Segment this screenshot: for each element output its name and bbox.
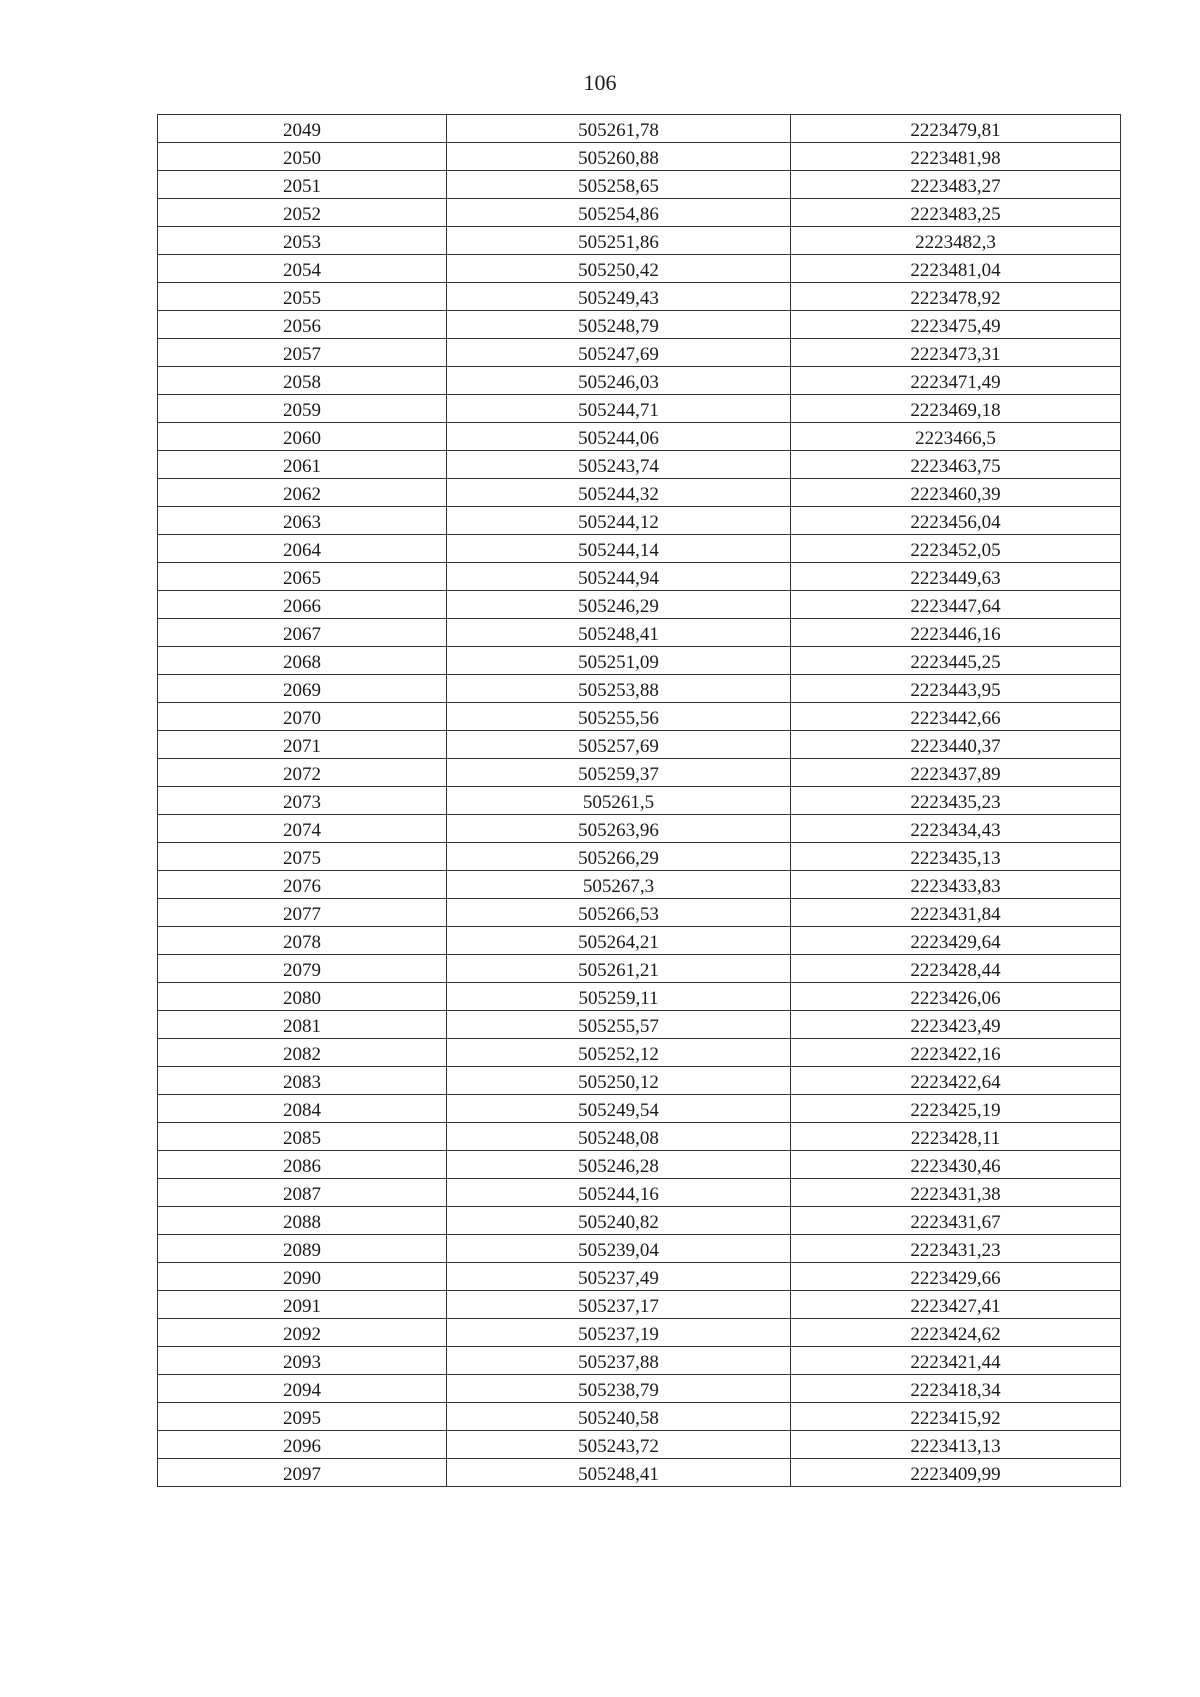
table-row [158, 787, 1121, 815]
y-coordinate-cell: 2223460,39 [791, 479, 1121, 507]
point-number-cell: 2085 [158, 1123, 447, 1151]
y-coordinate-cell: 2223435,23 [791, 787, 1121, 815]
table-row [158, 899, 1121, 927]
y-coordinate-cell: 2223449,63 [791, 563, 1121, 591]
y-coordinate-cell: 2223425,19 [791, 1095, 1121, 1123]
y-coordinate-cell: 2223471,49 [791, 367, 1121, 395]
point-number-cell: 2056 [158, 311, 447, 339]
table-row [158, 591, 1121, 619]
table-row [158, 535, 1121, 563]
point-number-cell: 2079 [158, 955, 447, 983]
point-number-cell: 2092 [158, 1319, 447, 1347]
point-number-cell: 2080 [158, 983, 447, 1011]
y-coordinate-cell: 2223423,49 [791, 1011, 1121, 1039]
y-coordinate-cell: 2223456,04 [791, 507, 1121, 535]
x-coordinate-cell: 505237,17 [447, 1291, 791, 1319]
point-number-cell: 2095 [158, 1403, 447, 1431]
table-row [158, 871, 1121, 899]
y-coordinate-cell: 2223482,3 [791, 227, 1121, 255]
x-coordinate-cell: 505250,42 [447, 255, 791, 283]
x-coordinate-cell: 505248,41 [447, 619, 791, 647]
y-coordinate-cell: 2223483,27 [791, 171, 1121, 199]
point-number-cell: 2087 [158, 1179, 447, 1207]
x-coordinate-cell: 505244,14 [447, 535, 791, 563]
point-number-cell: 2070 [158, 703, 447, 731]
y-coordinate-cell: 2223421,44 [791, 1347, 1121, 1375]
table-row [158, 619, 1121, 647]
table-row [158, 1039, 1121, 1067]
x-coordinate-cell: 505249,54 [447, 1095, 791, 1123]
table-row [158, 395, 1121, 423]
table-row [158, 255, 1121, 283]
point-number-cell: 2058 [158, 367, 447, 395]
x-coordinate-cell: 505244,06 [447, 423, 791, 451]
y-coordinate-cell: 2223422,16 [791, 1039, 1121, 1067]
x-coordinate-cell: 505267,3 [447, 871, 791, 899]
x-coordinate-cell: 505266,53 [447, 899, 791, 927]
y-coordinate-cell: 2223415,92 [791, 1403, 1121, 1431]
point-number-cell: 2076 [158, 871, 447, 899]
y-coordinate-cell: 2223409,99 [791, 1459, 1121, 1487]
page-number: 106 [583, 70, 617, 95]
y-coordinate-cell: 2223429,64 [791, 927, 1121, 955]
x-coordinate-cell: 505246,03 [447, 367, 791, 395]
point-number-cell: 2059 [158, 395, 447, 423]
table-row [158, 1179, 1121, 1207]
y-coordinate-cell: 2223431,84 [791, 899, 1121, 927]
table-row [158, 311, 1121, 339]
x-coordinate-cell: 505255,56 [447, 703, 791, 731]
point-number-cell: 2049 [158, 115, 447, 143]
y-coordinate-cell: 2223481,98 [791, 143, 1121, 171]
table-row [158, 843, 1121, 871]
table-row [158, 451, 1121, 479]
point-number-cell: 2077 [158, 899, 447, 927]
table-row [158, 955, 1121, 983]
point-number-cell: 2071 [158, 731, 447, 759]
x-coordinate-cell: 505261,78 [447, 115, 791, 143]
x-coordinate-cell: 505260,88 [447, 143, 791, 171]
y-coordinate-cell: 2223437,89 [791, 759, 1121, 787]
y-coordinate-cell: 2223431,23 [791, 1235, 1121, 1263]
y-coordinate-cell: 2223442,66 [791, 703, 1121, 731]
coordinates-table [157, 114, 1121, 1487]
y-coordinate-cell: 2223447,64 [791, 591, 1121, 619]
point-number-cell: 2083 [158, 1067, 447, 1095]
x-coordinate-cell: 505261,5 [447, 787, 791, 815]
table-row [158, 1319, 1121, 1347]
point-number-cell: 2061 [158, 451, 447, 479]
table-row [158, 1207, 1121, 1235]
table-row [158, 1291, 1121, 1319]
y-coordinate-cell: 2223483,25 [791, 199, 1121, 227]
x-coordinate-cell: 505240,58 [447, 1403, 791, 1431]
table-row [158, 1235, 1121, 1263]
y-coordinate-cell: 2223426,06 [791, 983, 1121, 1011]
y-coordinate-cell: 2223427,41 [791, 1291, 1121, 1319]
y-coordinate-cell: 2223434,43 [791, 815, 1121, 843]
y-coordinate-cell: 2223435,13 [791, 843, 1121, 871]
x-coordinate-cell: 505239,04 [447, 1235, 791, 1263]
table-row [158, 1011, 1121, 1039]
table-row [158, 675, 1121, 703]
y-coordinate-cell: 2223478,92 [791, 283, 1121, 311]
point-number-cell: 2081 [158, 1011, 447, 1039]
y-coordinate-cell: 2223443,95 [791, 675, 1121, 703]
table-row [158, 1403, 1121, 1431]
table-row [158, 1151, 1121, 1179]
x-coordinate-cell: 505248,41 [447, 1459, 791, 1487]
table-row [158, 143, 1121, 171]
y-coordinate-cell: 2223431,38 [791, 1179, 1121, 1207]
y-coordinate-cell: 2223469,18 [791, 395, 1121, 423]
table-row [158, 423, 1121, 451]
point-number-cell: 2088 [158, 1207, 447, 1235]
x-coordinate-cell: 505244,16 [447, 1179, 791, 1207]
y-coordinate-cell: 2223445,25 [791, 647, 1121, 675]
point-number-cell: 2052 [158, 199, 447, 227]
x-coordinate-cell: 505249,43 [447, 283, 791, 311]
point-number-cell: 2068 [158, 647, 447, 675]
table-row [158, 171, 1121, 199]
y-coordinate-cell: 2223452,05 [791, 535, 1121, 563]
point-number-cell: 2055 [158, 283, 447, 311]
point-number-cell: 2075 [158, 843, 447, 871]
point-number-cell: 2073 [158, 787, 447, 815]
point-number-cell: 2090 [158, 1263, 447, 1291]
table-row [158, 983, 1121, 1011]
table-row [158, 479, 1121, 507]
x-coordinate-cell: 505238,79 [447, 1375, 791, 1403]
coordinates-table-body [158, 115, 1121, 1487]
point-number-cell: 2089 [158, 1235, 447, 1263]
x-coordinate-cell: 505259,11 [447, 983, 791, 1011]
point-number-cell: 2065 [158, 563, 447, 591]
x-coordinate-cell: 505253,88 [447, 675, 791, 703]
x-coordinate-cell: 505248,08 [447, 1123, 791, 1151]
table-row [158, 1459, 1121, 1487]
x-coordinate-cell: 505247,69 [447, 339, 791, 367]
y-coordinate-cell: 2223473,31 [791, 339, 1121, 367]
x-coordinate-cell: 505266,29 [447, 843, 791, 871]
point-number-cell: 2066 [158, 591, 447, 619]
point-number-cell: 2082 [158, 1039, 447, 1067]
table-row [158, 199, 1121, 227]
table-row [158, 759, 1121, 787]
x-coordinate-cell: 505244,94 [447, 563, 791, 591]
y-coordinate-cell: 2223431,67 [791, 1207, 1121, 1235]
y-coordinate-cell: 2223481,04 [791, 255, 1121, 283]
x-coordinate-cell: 505244,32 [447, 479, 791, 507]
table-row [158, 283, 1121, 311]
x-coordinate-cell: 505248,79 [447, 311, 791, 339]
x-coordinate-cell: 505250,12 [447, 1067, 791, 1095]
point-number-cell: 2094 [158, 1375, 447, 1403]
x-coordinate-cell: 505244,12 [447, 507, 791, 535]
x-coordinate-cell: 505246,28 [447, 1151, 791, 1179]
x-coordinate-cell: 505255,57 [447, 1011, 791, 1039]
x-coordinate-cell: 505240,82 [447, 1207, 791, 1235]
x-coordinate-cell: 505257,69 [447, 731, 791, 759]
x-coordinate-cell: 505261,21 [447, 955, 791, 983]
y-coordinate-cell: 2223429,66 [791, 1263, 1121, 1291]
y-coordinate-cell: 2223422,64 [791, 1067, 1121, 1095]
point-number-cell: 2093 [158, 1347, 447, 1375]
point-number-cell: 2060 [158, 423, 447, 451]
x-coordinate-cell: 505258,65 [447, 171, 791, 199]
point-number-cell: 2078 [158, 927, 447, 955]
y-coordinate-cell: 2223446,16 [791, 619, 1121, 647]
x-coordinate-cell: 505254,86 [447, 199, 791, 227]
point-number-cell: 2067 [158, 619, 447, 647]
y-coordinate-cell: 2223433,83 [791, 871, 1121, 899]
y-coordinate-cell: 2223466,5 [791, 423, 1121, 451]
y-coordinate-cell: 2223479,81 [791, 115, 1121, 143]
point-number-cell: 2096 [158, 1431, 447, 1459]
table-row [158, 227, 1121, 255]
point-number-cell: 2050 [158, 143, 447, 171]
y-coordinate-cell: 2223413,13 [791, 1431, 1121, 1459]
point-number-cell: 2063 [158, 507, 447, 535]
point-number-cell: 2091 [158, 1291, 447, 1319]
table-row [158, 1347, 1121, 1375]
table-row [158, 1431, 1121, 1459]
x-coordinate-cell: 505263,96 [447, 815, 791, 843]
table-row [158, 647, 1121, 675]
y-coordinate-cell: 2223430,46 [791, 1151, 1121, 1179]
x-coordinate-cell: 505237,49 [447, 1263, 791, 1291]
y-coordinate-cell: 2223475,49 [791, 311, 1121, 339]
point-number-cell: 2086 [158, 1151, 447, 1179]
x-coordinate-cell: 505243,72 [447, 1431, 791, 1459]
x-coordinate-cell: 505251,09 [447, 647, 791, 675]
table-row [158, 1263, 1121, 1291]
table-row [158, 1123, 1121, 1151]
x-coordinate-cell: 505244,71 [447, 395, 791, 423]
y-coordinate-cell: 2223440,37 [791, 731, 1121, 759]
point-number-cell: 2072 [158, 759, 447, 787]
point-number-cell: 2057 [158, 339, 447, 367]
x-coordinate-cell: 505237,88 [447, 1347, 791, 1375]
x-coordinate-cell: 505237,19 [447, 1319, 791, 1347]
y-coordinate-cell: 2223424,62 [791, 1319, 1121, 1347]
table-row [158, 1067, 1121, 1095]
point-number-cell: 2051 [158, 171, 447, 199]
table-row [158, 703, 1121, 731]
point-number-cell: 2064 [158, 535, 447, 563]
table-row [158, 339, 1121, 367]
point-number-cell: 2062 [158, 479, 447, 507]
table-row [158, 927, 1121, 955]
x-coordinate-cell: 505264,21 [447, 927, 791, 955]
x-coordinate-cell: 505252,12 [447, 1039, 791, 1067]
point-number-cell: 2074 [158, 815, 447, 843]
x-coordinate-cell: 505243,74 [447, 451, 791, 479]
point-number-cell: 2084 [158, 1095, 447, 1123]
table-row [158, 115, 1121, 143]
y-coordinate-cell: 2223428,11 [791, 1123, 1121, 1151]
y-coordinate-cell: 2223428,44 [791, 955, 1121, 983]
table-row [158, 563, 1121, 591]
table-row [158, 367, 1121, 395]
x-coordinate-cell: 505251,86 [447, 227, 791, 255]
table-row [158, 1095, 1121, 1123]
point-number-cell: 2053 [158, 227, 447, 255]
y-coordinate-cell: 2223418,34 [791, 1375, 1121, 1403]
point-number-cell: 2054 [158, 255, 447, 283]
table-row [158, 815, 1121, 843]
y-coordinate-cell: 2223463,75 [791, 451, 1121, 479]
point-number-cell: 2097 [158, 1459, 447, 1487]
x-coordinate-cell: 505259,37 [447, 759, 791, 787]
x-coordinate-cell: 505246,29 [447, 591, 791, 619]
table-row [158, 731, 1121, 759]
table-row [158, 507, 1121, 535]
point-number-cell: 2069 [158, 675, 447, 703]
table-row [158, 1375, 1121, 1403]
